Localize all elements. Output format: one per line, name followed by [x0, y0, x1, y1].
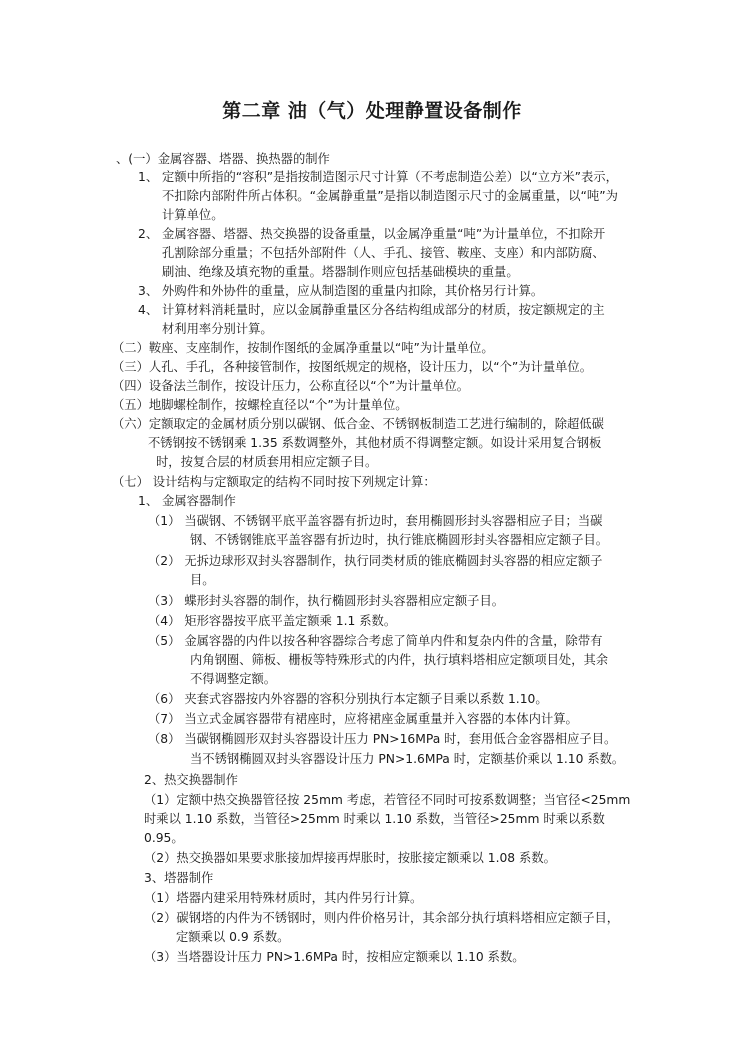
text-line: （1）塔器内建采用特殊材质时，其内件另行计算。 [144, 891, 423, 905]
text-line: （3）当塔器设计压力 PN>1.6MPa 时，按相应定额乘以 1.10 系数。 [144, 950, 525, 964]
text-line: （8） 当碳钢椭圆形双封头容器设计压力 PN>16MPa 时，套用低合金容器相应子目。 [148, 732, 617, 746]
text-line: 、(一）金属容器、塔器、换热器的制作 [116, 152, 330, 166]
text-line: 不锈钢按不锈钢乘 1.35 系数调整外，其他材质不得调整定额。如设计采用复合钢板 [148, 436, 602, 450]
text-line: 4、 计算材料消耗量时，应以金属静重量区分各结构组成部分的材质，按定额规定的主 [138, 303, 605, 317]
text-line: 内角钢圈、筛板、栅板等特殊形式的内件，执行填料塔相应定额项目处，其余 [190, 653, 609, 667]
text-line: （6） 夹套式容器按内外容器的容积分别执行本定额子目乘以系数 1.10。 [148, 692, 548, 706]
text-line: （二）鞍座、支座制作，按制作图纸的金属净重量以“吨”为计量单位。 [112, 341, 494, 355]
text-line: 时乘以 1.10 系数，当管径>25mm 时乘以 1.10 系数，当管径>25mm 时乘以系数 [144, 812, 605, 826]
text-line: 孔割除部分重量；不包括外部附件（人、手孔、接管、鞍座、支座）和内部防腐、 [162, 246, 605, 260]
text-line: 当不锈钢椭圆双封头容器设计压力 PN>1.6MPa 时，定额基价乘以 1.10 系数。 [190, 752, 625, 766]
text-line: 时，按复合层的材质套用相应定额子目。 [156, 455, 378, 469]
text-line: 不得调整定额。 [190, 672, 277, 686]
text-line: 定额乘以 0.9 系数。 [176, 930, 290, 944]
text-line: 3、塔器制作 [144, 871, 214, 885]
text-line: 1、 定额中所指的“容积”是指按制造图示尺寸计算（不考虑制造公差）以“立方米”表示， [138, 170, 618, 184]
text-line: 钢、不锈钢锥底平盖容器有折边时，执行锥底椭圆形封头容器相应定额子目。 [190, 533, 609, 547]
text-line: 1、 金属容器制作 [138, 494, 236, 508]
text-line: （1）定额中热交换器管径按 25mm 考虑，若管径不同时可按系数调整；当官径<25mm [144, 793, 631, 807]
text-line: （三）人孔、手孔，各种接管制作，按图纸规定的规格，设计压力，以“个”为计量单位。 [112, 360, 593, 374]
text-line: 不扣除内部附件所占体积。“金属静重量”是指以制造图示尺寸的金属重量，以“吨”为 [162, 189, 618, 203]
text-line: （5） 金属容器的内件以按各种容器综合考虑了简单内件和复杂内件的含量，除带有 [148, 634, 603, 648]
text-line: 目。 [190, 573, 215, 587]
text-line: （2） 无拆边球形双封头容器制作，执行同类材质的锥底椭圆封头容器的相应定额子 [148, 554, 603, 568]
text-line: （2）热交换器如果要求胀接加焊接再焊胀时，按胀接定额乘以 1.08 系数。 [144, 851, 556, 865]
text-line: 计算单位。 [162, 208, 224, 222]
text-line: 2、 金属容器、塔器、热交换器的设备重量，以金属净重量“吨”为计量单位，不扣除开 [138, 227, 606, 241]
text-line: （3） 蝶形封头容器的制作，执行椭圆形封头容器相应定额子目。 [148, 594, 505, 608]
text-line: （四）设备法兰制作，按设计压力，公称直径以“个”为计量单位。 [112, 379, 470, 393]
text-line: （4） 矩形容器按平底平盖定额乘 1.1 系数。 [148, 614, 397, 628]
text-line: 材利用率分别计算。 [162, 322, 273, 336]
text-line: （2）碳钢塔的内件为不锈钢时，则内件价格另计，其余部分执行填料塔相应定额子目， [144, 911, 620, 925]
text-line: 刷油、绝缘及填充物的重量。塔器制作则应包括基础模块的重量。 [162, 265, 519, 279]
text-line: （六）定额取定的金属材质分别以碳钢、低合金、不锈钢板制造工艺进行编制的，除超低碳 [112, 417, 604, 431]
text-line: 3、 外购件和外协件的重量，应从制造图的重量内扣除，其价格另行计算。 [138, 284, 544, 298]
text-line: （7） 当立式金属容器带有裙座时，应将裙座金属重量并入容器的本体内计算。 [148, 712, 578, 726]
text-line: （七） 设计结构与定额取定的结构不同时按下列规定计算： [112, 475, 436, 489]
text-line: （1） 当碳钢、不锈钢平底平盖容器有折边时，套用椭圆形封头容器相应子目；当碳 [148, 514, 603, 528]
text-line: 2、热交换器制作 [144, 773, 238, 787]
page-title: 第二章 油（气）处理静置设备制作 [222, 100, 522, 122]
text-line: 0.95。 [144, 831, 184, 845]
text-line: （五）地脚螺栓制作，按螺栓直径以“个”为计量单位。 [112, 398, 408, 412]
